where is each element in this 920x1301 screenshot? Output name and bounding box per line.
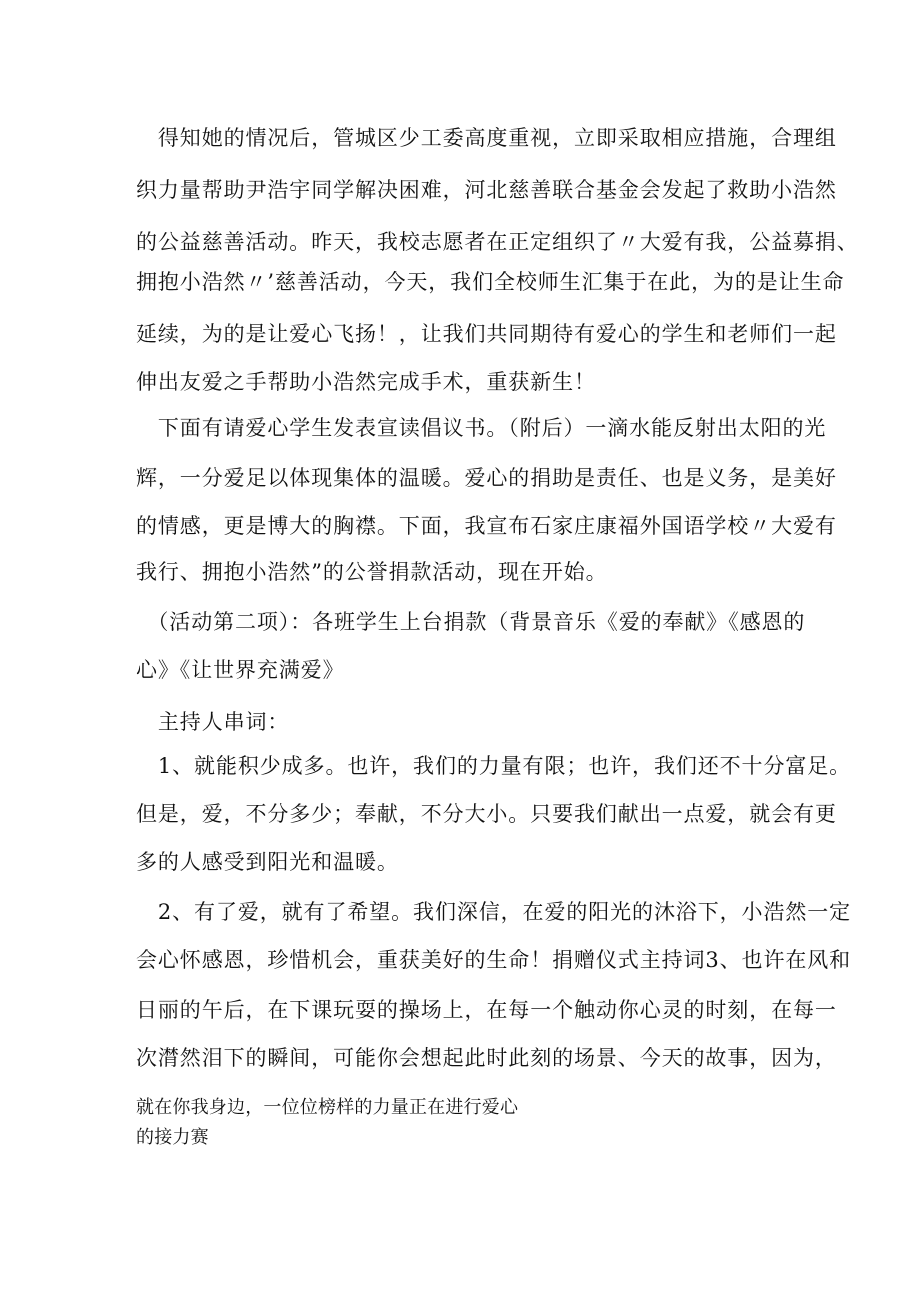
paragraph-line: 主持人串词：	[136, 710, 290, 734]
paragraph-line: 但是，爱，不分多少；奉献，不分大小。只要我们献出一点爱，就会有更	[136, 802, 837, 826]
paragraph-line: 日丽的午后，在下课玩耍的操场上，在每一个触动你心灵的时刻，在每一	[136, 998, 837, 1022]
paragraph-line: 的接力赛	[136, 1127, 209, 1148]
paragraph-line: 次潸然泪下的瞬间，可能你会想起此时此刻的场景、今天的故事，因为，	[136, 1046, 837, 1070]
paragraph-line: 拥抱小浩然〃’慈善活动，今天，我们全校师生汇集于在此，为的是让生命	[136, 270, 845, 294]
paragraph-line: 下面有请爱心学生发表宣读倡议书。（附后）一滴水能反射出太阳的光	[136, 416, 827, 440]
paragraph-line: 会心怀感恩，珍惜机会，重获美好的生命！捐赠仪式主持词3、也许在风和	[136, 948, 852, 972]
paragraph-line: 得知她的情况后，管城区少工委高度重视，立即采取相应措施，合理组	[136, 126, 837, 150]
paragraph-line: （活动第二项）：各班学生上台捐款（背景音乐《爱的奉献》《感恩的	[136, 610, 806, 634]
paragraph-line: 心》《让世界充满爱》	[136, 658, 345, 682]
paragraph-line: 延续，为的是让爱心飞扬！，让我们共同期待有爱心的学生和老师们一起	[136, 322, 837, 346]
paragraph-line: 就在你我身边，一位位榜样的力量正在进行爱心	[136, 1097, 519, 1118]
paragraph-line: 2、有了爱，就有了希望。我们深信，在爱的阳光的沐浴下，小浩然一定	[136, 900, 852, 924]
paragraph-line: 的公益慈善活动。昨天，我校志愿者在正定组织了〃大爱有我，公益募捐、	[136, 230, 859, 254]
paragraph-line: 的情感，更是博大的胸襟。下面，我宣布石家庄康福外国语学校〃大爱有	[136, 514, 837, 538]
paragraph-line: 伸出友爱之手帮助小浩然完成手术，重获新生！	[136, 370, 596, 394]
paragraph-line: 织力量帮助尹浩宇同学解决困难，河北慈善联合基金会发起了救助小浩然	[136, 178, 837, 202]
paragraph-line: 多的人感受到阳光和温暖。	[136, 850, 399, 874]
paragraph-line: 我行、拥抱小浩然”的公誉捐款活动，现在开始。	[136, 560, 608, 584]
paragraph-line: 1、就能积少成多。也许，我们的力量有限；也许，我们还不十分富足。	[136, 754, 852, 778]
paragraph-line: 辉，一分爱足以体现集体的温暖。爱心的捐助是责任、也是义务，是美好	[136, 466, 837, 490]
